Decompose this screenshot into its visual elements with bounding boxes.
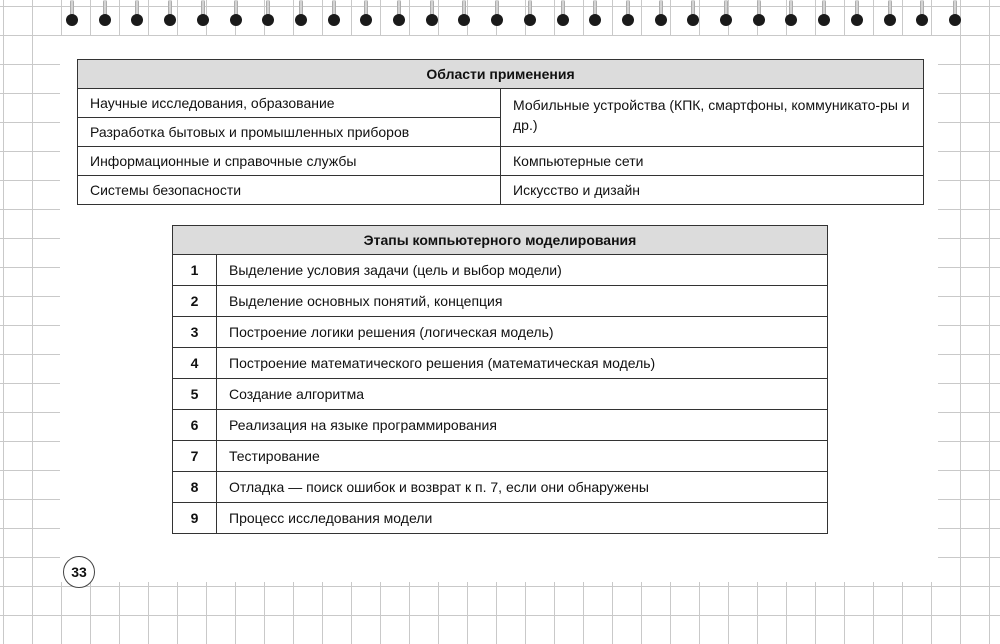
stage-number: 9 bbox=[173, 503, 217, 534]
spiral-ring bbox=[784, 0, 798, 30]
spiral-ring bbox=[948, 0, 962, 30]
spiral-ring bbox=[130, 0, 144, 30]
applications-header: Области применения bbox=[78, 60, 924, 89]
spiral-ring bbox=[752, 0, 766, 30]
applications-table bbox=[77, 59, 924, 205]
spiral-ring bbox=[719, 0, 733, 30]
spiral-ring bbox=[686, 0, 700, 30]
stage-text: Реализация на языке программирования bbox=[217, 410, 828, 441]
stages-table bbox=[172, 225, 828, 534]
stage-row bbox=[173, 441, 828, 472]
stage-row bbox=[173, 472, 828, 503]
spiral-ring bbox=[229, 0, 243, 30]
stage-text: Построение логики решения (логическая модель) bbox=[217, 317, 828, 348]
stage-number: 8 bbox=[173, 472, 217, 503]
spiral-ring bbox=[65, 0, 79, 30]
spiral-ring bbox=[163, 0, 177, 30]
spiral-ring bbox=[556, 0, 570, 30]
stage-text: Процесс исследования модели bbox=[217, 503, 828, 534]
stage-row bbox=[173, 317, 828, 348]
spiral-ring bbox=[196, 0, 210, 30]
spiral-ring bbox=[621, 0, 635, 30]
stage-row bbox=[173, 255, 828, 286]
spiral-ring bbox=[327, 0, 341, 30]
spiral-ring bbox=[425, 0, 439, 30]
spiral-ring bbox=[654, 0, 668, 30]
spiral-ring bbox=[915, 0, 929, 30]
stage-number: 5 bbox=[173, 379, 217, 410]
spiral-ring bbox=[850, 0, 864, 30]
stage-text: Тестирование bbox=[217, 441, 828, 472]
stage-row bbox=[173, 348, 828, 379]
spiral-ring bbox=[490, 0, 504, 30]
stage-row bbox=[173, 410, 828, 441]
spiral-ring bbox=[817, 0, 831, 30]
stages-header: Этапы компьютерного моделирования bbox=[173, 226, 828, 255]
stage-text: Построение математического решения (математическая модель) bbox=[217, 348, 828, 379]
stage-number: 3 bbox=[173, 317, 217, 348]
stage-number: 4 bbox=[173, 348, 217, 379]
applications-cell: Научные исследования, образование bbox=[78, 89, 501, 118]
applications-cell: Системы безопасности bbox=[78, 176, 501, 205]
spiral-ring bbox=[588, 0, 602, 30]
spiral-ring bbox=[883, 0, 897, 30]
stage-text: Выделение основных понятий, концепция bbox=[217, 286, 828, 317]
page-number: 33 bbox=[63, 556, 95, 588]
applications-cell: Мобильные устройства (КПК, смартфоны, коммуникато-ры и др.) bbox=[501, 89, 924, 147]
spiral-ring bbox=[98, 0, 112, 30]
spiral-binding bbox=[0, 0, 1000, 34]
spiral-ring bbox=[261, 0, 275, 30]
stage-row bbox=[173, 379, 828, 410]
stage-number: 6 bbox=[173, 410, 217, 441]
stage-text: Отладка — поиск ошибок и возврат к п. 7, если они обнаружены bbox=[217, 472, 828, 503]
stage-text: Создание алгоритма bbox=[217, 379, 828, 410]
applications-cell: Компьютерные сети bbox=[501, 147, 924, 176]
stage-number: 1 bbox=[173, 255, 217, 286]
stage-row bbox=[173, 503, 828, 534]
stage-number: 7 bbox=[173, 441, 217, 472]
spiral-ring bbox=[294, 0, 308, 30]
applications-cell: Разработка бытовых и промышленных приборов bbox=[78, 118, 501, 147]
spiral-ring bbox=[523, 0, 537, 30]
applications-cell: Искусство и дизайн bbox=[501, 176, 924, 205]
stage-number: 2 bbox=[173, 286, 217, 317]
spiral-ring bbox=[457, 0, 471, 30]
spiral-ring bbox=[359, 0, 373, 30]
spiral-ring bbox=[392, 0, 406, 30]
stage-row bbox=[173, 286, 828, 317]
stage-text: Выделение условия задачи (цель и выбор модели) bbox=[217, 255, 828, 286]
applications-cell: Информационные и справочные службы bbox=[78, 147, 501, 176]
